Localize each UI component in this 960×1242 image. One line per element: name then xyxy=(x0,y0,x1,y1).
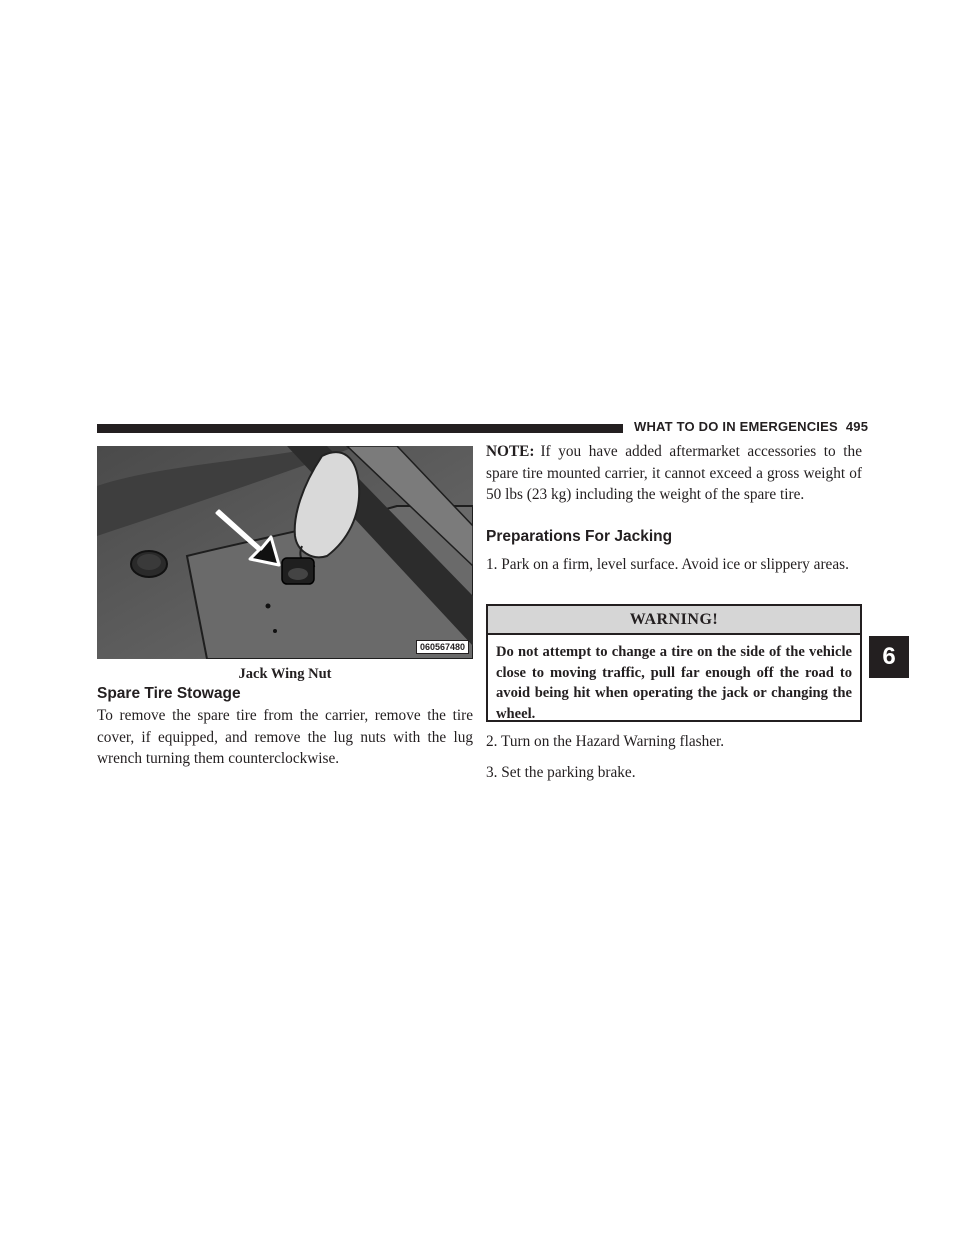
step-3: 3. Set the parking brake. xyxy=(486,764,636,781)
warning-box xyxy=(486,604,862,722)
chapter-tab: 6 xyxy=(869,636,909,678)
note-label: NOTE: xyxy=(486,443,535,460)
section-title: WHAT TO DO IN EMERGENCIES xyxy=(634,419,838,434)
warning-text: Do not attempt to change a tire on the side of the vehicle close to moving traffic, pull far enough off the road to avoid being hit when operating the jack or changing the wheel. xyxy=(496,644,852,722)
step-2: 2. Turn on the Hazard Warning flasher. xyxy=(486,733,725,750)
heading-spare-tire-stowage: Spare Tire Stowage xyxy=(97,685,241,702)
paragraph-stowage: To remove the spare tire from the carrier, remove the tire cover, if equipped, and remove the lug nuts with the lug wrench turning them counterclockwise. xyxy=(97,707,473,767)
page-number: 495 xyxy=(845,419,869,434)
heading-preparations-for-jacking: Preparations For Jacking xyxy=(486,528,673,545)
header-rule xyxy=(97,424,623,433)
figure-caption: Jack Wing Nut xyxy=(238,666,332,682)
warning-title: WARNING! xyxy=(488,606,860,635)
illustration-drawing xyxy=(97,446,473,659)
note-paragraph xyxy=(486,441,862,506)
step-1: 1. Park on a firm, level surface. Avoid ice or slippery areas. xyxy=(486,556,849,573)
figure-id: 060567480 xyxy=(416,640,469,654)
running-header xyxy=(634,419,869,434)
note-text: If you have added aftermarket accessories to the spare tire mounted carrier, it cannot exceed a gross weight of 50 lbs (23 kg) including the weight of the spare tire. xyxy=(486,443,862,503)
jack-wing-nut-illustration xyxy=(97,446,473,659)
